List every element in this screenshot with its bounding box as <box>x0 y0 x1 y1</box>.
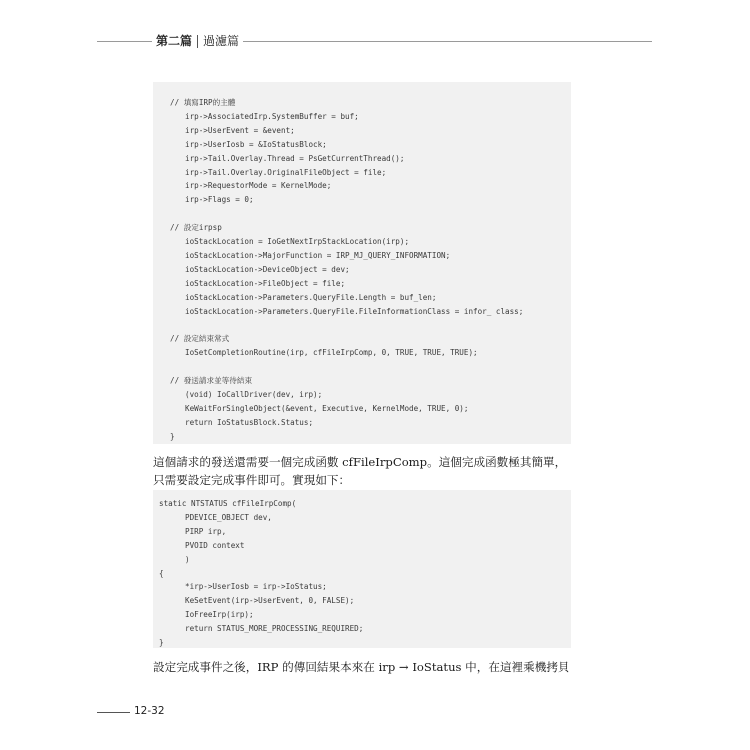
code-line: PVOID context <box>185 540 245 550</box>
code-line: irp->Flags = 0; <box>185 195 254 205</box>
code-line: } <box>159 638 164 647</box>
code-block-1 <box>153 82 571 444</box>
code-line: ioStackLocation->Parameters.QueryFile.FileInformationClass = infor_ class; <box>185 306 524 316</box>
code-line: irp->UserIosb = &IoStatusBlock; <box>185 139 327 149</box>
running-header <box>152 33 243 49</box>
code-line: ioStackLocation->Parameters.QueryFile.Length = buf_len; <box>185 292 437 302</box>
code-line: { <box>159 568 164 578</box>
code-line: // 填寫IRP的主體 <box>170 98 236 107</box>
code-line: irp->RequestorMode = KernelMode; <box>185 181 332 191</box>
code-line: ioStackLocation = IoGetNextIrpStackLocation(irp); <box>185 237 410 246</box>
code-line: PDEVICE_OBJECT dev, <box>185 512 272 522</box>
paragraph-line-3: 設定完成事件之後，IRP 的傳回結果本來在 irp → IoStatus 中，在這裡乘機拷貝 <box>153 660 570 674</box>
code-line: irp->AssociatedIrp.SystemBuffer = buf; <box>185 111 359 121</box>
code-line: // 發送請求並等待結束 <box>170 376 253 385</box>
code-line: static NTSTATUS cfFileIrpComp( <box>159 499 297 508</box>
header-section: 過濾篇 <box>203 34 240 48</box>
page-number: 12-32 <box>134 705 165 717</box>
code-line: *irp->UserIosb = irp->IoStatus; <box>185 582 327 592</box>
code-line: // 設定irpsp <box>170 223 222 233</box>
code-line: IoFreeIrp(irp); <box>185 610 254 620</box>
code-line: KeSetEvent(irp->UserEvent, 0, FALSE); <box>185 596 355 606</box>
code-line: ioStackLocation->DeviceObject = dev; <box>185 264 350 274</box>
code-line: return STATUS_MORE_PROCESSING_REQUIRED; <box>185 624 364 634</box>
code-line: ioStackLocation->MajorFunction = IRP_MJ_QUERY_INFORMATION; <box>185 250 451 260</box>
footer-rule <box>97 712 130 713</box>
code-line: return IoStatusBlock.Status; <box>185 417 314 427</box>
header-separator <box>197 35 198 48</box>
code-line: IoSetCompletionRoutine(irp, cfFileIrpComp, 0, TRUE, TRUE, TRUE); <box>185 348 478 358</box>
header-part: 第二篇 <box>156 34 193 48</box>
paragraph-line-2: 只需要設定完成事件即可。實現如下： <box>153 473 351 487</box>
code-line: (void) IoCallDriver(dev, irp); <box>185 389 323 399</box>
code-block-2 <box>153 490 571 648</box>
paragraph-line-1: 這個請求的發送還需要一個完成函數 cfFileIrpComp。這個完成函數極其簡單， <box>153 455 567 469</box>
code-line: ) <box>185 554 190 564</box>
code-line: KeWaitForSingleObject(&event, Executive, KernelMode, TRUE, 0); <box>185 403 469 413</box>
code-line: // 設定結束常式 <box>170 334 230 344</box>
code-line: irp->Tail.Overlay.Thread = PsGetCurrentThread(); <box>185 153 405 163</box>
code-line: irp->Tail.Overlay.OriginalFileObject = file; <box>185 167 387 177</box>
code-line: irp->UserEvent = &event; <box>185 125 295 135</box>
code-line: } <box>170 431 175 441</box>
code-line: ioStackLocation->FileObject = file; <box>185 278 346 288</box>
code-line: PIRP irp, <box>185 526 227 536</box>
